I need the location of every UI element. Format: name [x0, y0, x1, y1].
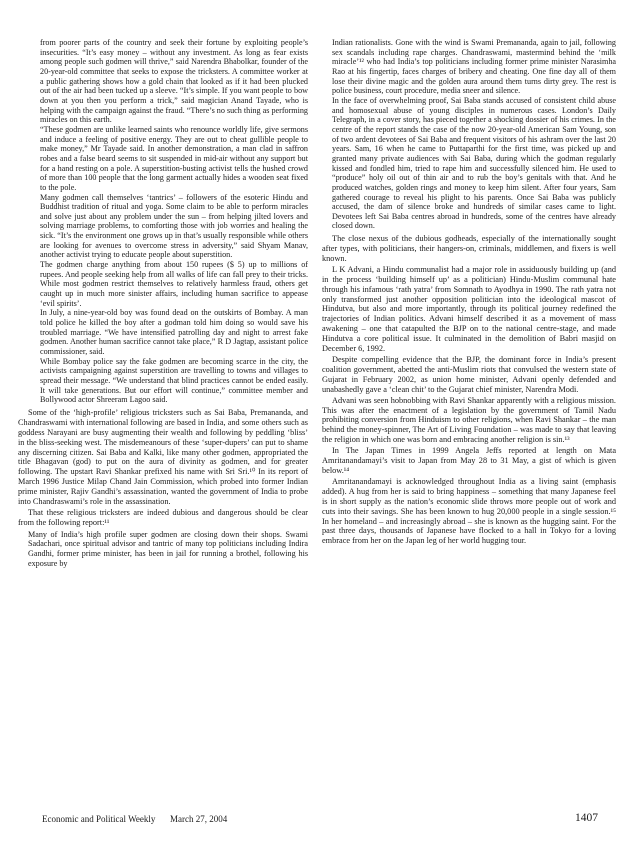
body-paragraph: Despite compelling evidence that the BJP, the dominant force in India’s present coalition government, abetted the anti-Muslim riots that convulsed the western state of Gujarat in February 2002, as union home minister, Advani openly defended and unabashedly gave a ‘clean chit’ to the Gujarat chief minister, Narendra Modi.: [322, 355, 616, 394]
right-column: [322, 38, 616, 546]
quote-paragraph: The godmen charge anything from about 150 rupees ($ 5) up to millions of rupees. And people seeking help from all walks of life can fall prey to their tricks. While most godmen restrict themselves to relatively harmless fraud, others get caught up in much more sinister affairs, including human sacrifice to appease ‘evil spirits’.: [40, 260, 308, 308]
body-paragraph: In The Japan Times in 1999 Angela Jeffs reported at length on Mata Amritanandamayi’s visit to Japan from May 28 to 31 May, a gist of which is given below.¹⁴: [322, 446, 616, 475]
body-paragraph: The close nexus of the dubious godheads, especially of the internationally sought after types, with politicians, their hangers-on, criminals, middlemen, and fixers is well known.: [322, 234, 616, 263]
quote-paragraph: “These godmen are unlike learned saints who renounce worldly life, give sermons and induce a feeling of positive energy. They are out to cheat gullible people to make money,” Mr Tayade said. In another demonstration, a man clad in saffron robes and a false beard seems to sit suspended in mid-air without any support but for a hand resting on a pole. A superstition-busting activist tells the hushed crowd of more than 100 people that the long garment actually hides a wooden seat fixed to the pole.: [40, 124, 308, 192]
issue-date: March 27, 2004: [170, 814, 228, 824]
report-quote-paragraph: Indian rationalists. Gone with the wind is Swami Premananda, again to jail, following sex scandals including rape charges. Chandraswami, mastermind behind the ‘milk miracle’¹² who had India’s top politicians including former prime minister Narasimha Rao at his fingertip, faces charges of bribery and cheating. One fine day all of them lose their divine magic and the golden aura around them turns dirty grey. The rest is police business, court procedure, media sneer and silence.: [332, 38, 616, 96]
report-quote-paragraph: Many of India’s high profile super godmen are closing down their shops. Swami Sadachari, once spiritual advisor and tantric of many top politicians including Indira Gandhi, former prime minister, has been in jail for running a brothel, following his exposure by: [28, 529, 308, 568]
body-paragraph: Advani was seen hobnobbing with Ravi Shankar apparently with a religious mission. This was after the enactment of a legislation by the government of Tamil Nadu prohibiting conversion from Hinduism to other religions, when Ravi Shankar – the man behind the money-spinner, The Art of Living Foundation – was made to say that leaving the religion in which one was born and embracing another religion is sin.¹³: [322, 395, 616, 445]
journal-name: Economic and Political Weekly: [42, 814, 156, 824]
body-paragraph: Amritanandamayi is acknowledged throughout India as a living saint (emphasis added). A hug from her is said to bring happiness – something that many Japanese feel is in short supply as the nation’s economic slide throws more people out of work and cuts into their savings. She has been known to hug 20,000 people in a single session.¹⁵ In her homeland – and increasingly abroad – she is known as the hugging saint. For the past three days, thousands of Japanese have flocked to a hall in Tokyo for a loving embrace from her on the Japan leg of her world hugging tour.: [322, 476, 616, 546]
quote-paragraph: from poorer parts of the country and seek their fortune by exploiting people’s insecurities. “It’s easy money – without any investment. As long as fear exists among people such godmen will thrive,” said Narendra Bhabolkar, founder of the 20-year-old committee that seeks to expose the tricksters. A committee worker at a public gathering shows how a gold chain that looked as if it had been plucked out of the air had been tucked up a sleeve. “It’s simple. If you want people to bow down at you then you perform a trick,” said magician Anand Tayade, who is helping with the campaign against the fraud. “There’s no such thing as performing miracles on this earth.: [40, 38, 308, 125]
quote-paragraph: Many godmen call themselves ‘tantrics’ – followers of the esoteric Hindu and Buddhist tradition of ritual and yoga. Some claim to be able to perform miracles and solve just about any problem under the sun – from helping jilted lovers and solving marriage problems, to comforting those with job worries and healing the sick. “It’s the environment one grows up in that’s usually responsible while others are looking for avenues to overcome stress in adversity,” said Shyam Manav, another activist trying to educate people about superstition.: [40, 192, 308, 260]
quote-paragraph: In July, a nine-year-old boy was found dead on the outskirts of Bombay. A man told police he killed the boy after a godman told him doing so would save his troubled marriage. “We have intensified patrolling day and night to arrest fake godmen. Another human sacrifice cannot take place,” R D Jagtap, assistant police commissioner, said.: [40, 308, 308, 356]
report-quote-paragraph: In the face of overwhelming proof, Sai Baba stands accused of consistent child abuse and homosexual abuse of young disciples in numerous cases. London’s Daily Telegraph, in a cover story, has pieced together a shocking dossier of his crimes. In the centre of the report stands the case of the now 20-year-old American Sam Young, son of two ardent devotees of Sai Baba and frequent visitors of his ashram over the last 20 years. Sam, 16 when he came to Puttaparthi for the first time, was picked up and granted many private audiences with Sai Baba, during which the godman regularly kissed and fondled him, tried to rape him and successfully silenced him. He used to “produce” holy oil out of thin air and to rub the boy’s genitals with that. And he produced watches, golden rings and money to keep him silent. After four years, Sam gathered courage to reveal his plight to his parents. Once Sai Baba was publicly accused, the dam of silence broke and hundreds of similar cases came to light. Devotees left Sai Baba centres abroad in hundreds, some of the centres have already closed down.: [332, 95, 616, 231]
left-column: [18, 38, 308, 568]
quote-paragraph: While Bombay police say the fake godmen are becoming scarce in the city, the activists campaigning against superstition are travelling to towns and villages to spread their message. “We understand that blind practices cannot be ended easily. It will take generations. But our effort will continue,” committee member and Bollywood actor Shreeram Lagoo said.: [40, 356, 308, 405]
page-number: 1407: [575, 812, 598, 824]
body-paragraph: That these religious tricksters are indeed dubious and dangerous should be clear from the following report:¹¹: [18, 508, 308, 527]
body-paragraph: L K Advani, a Hindu communalist had a major role in assiduously building up (and in the process ‘building himself up’ as a politician) Hindu-Muslim communal hate through his infamous ‘rath yatra’ from Somnath to Ayodhya in 1990. The rath yatra not only transformed just another opposition politician into the ideological mascot of Hindutva, but also and more importantly, through its political journey redefined the trajectories of Indian politics. Advani himself described it as a movement of mass awakening – one that catapulted the BJP on to the national centre-stage, and made Hindutva a core political issue. It culminated in the demolition of Babri masjid on December 6, 1992.: [322, 264, 616, 354]
body-paragraph: Some of the ‘high-profile’ religious tricksters such as Sai Baba, Premananda, and Chandraswami with international following are based in India, and some others such as goddess Narayani are busy augmenting their wealth and following by peddling ‘bliss’ in the bliss-seeking west. The misdemeanours of these ‘super-dupers’ can put to shame any discerning citizen. Sai Baba and Kalki, like many other godmen, appropriated the title Bhagavan (god) to put on the aura of divinity as godmen, and for greater following. The upstart Ravi Shankar prefixed his name with Sri Sri.¹⁰ In its report of March 1996 Justice Milap Chand Jain Commission, which probed into former Indian prime minister, Rajiv Gandhi’s assassination, wanted the government of India to probe into Chandraswami’s role in the assassination.: [18, 407, 308, 507]
